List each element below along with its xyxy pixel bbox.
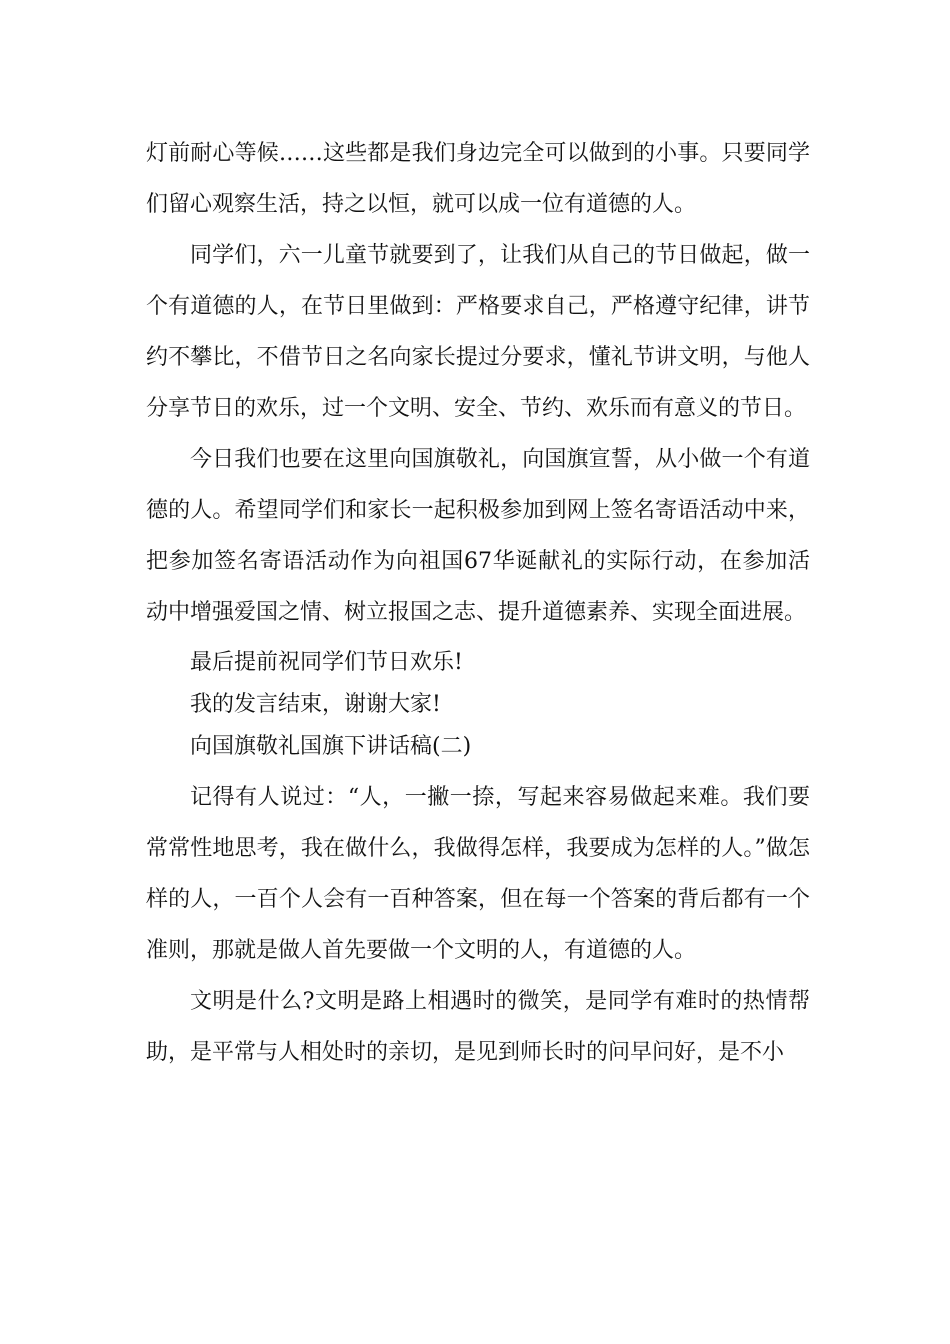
paragraph-2: 同学们，六一儿童节就要到了，让我们从自己的节日做起，做一个有道德的人，在节日里做到：严格要求自己，严格遵守纪律，讲节约不攀比，不借节日之名向家长提过分要求，懂礼节讲文明，与他人分享节日的欢乐，过一个文明、安全、节约、欢乐而有意义的节日。 xyxy=(146,243,810,421)
paragraph-5: 我的发言结束，谢谢大家! xyxy=(190,692,441,717)
paragraph-6: 记得有人说过：“人，一撇一捺，写起来容易做起来难。我们要常常性地思考，我在做什么，我做得怎样，我要成为怎样的人。”做怎样的人，一百个人会有一百种答案，但在每一个答案的背后都有一个准则，那就是做人首先要做一个文明的人，有道德的人。 xyxy=(146,785,810,963)
document-body xyxy=(146,128,810,1078)
paragraph-3: 今日我们也要在这里向国旗敬礼，向国旗宣誓，从小做一个有道德的人。希望同学们和家长一起积极参加到网上签名寄语活动中来，把参加签名寄语活动作为向祖国67华诞献礼的实际行动，在参加活动中增强爱国之情、树立报国之志、提升道德素养、实现全面进展。 xyxy=(146,447,810,625)
paragraph-7: 文明是什么?文明是路上相遇时的微笑，是同学有难时的热情帮助，是平常与人相处时的亲切，是见到师长时的问早问好，是不小 xyxy=(146,989,810,1065)
paragraph-1: 灯前耐心等候……这些都是我们身边完全可以做到的小事。只要同学们留心观察生活，持之以恒，就可以成一位有道德的人。 xyxy=(146,141,810,217)
paragraph-4: 最后提前祝同学们节日欢乐! xyxy=(190,650,463,675)
section-heading: 向国旗敬礼国旗下讲话稿(二) xyxy=(190,734,472,759)
